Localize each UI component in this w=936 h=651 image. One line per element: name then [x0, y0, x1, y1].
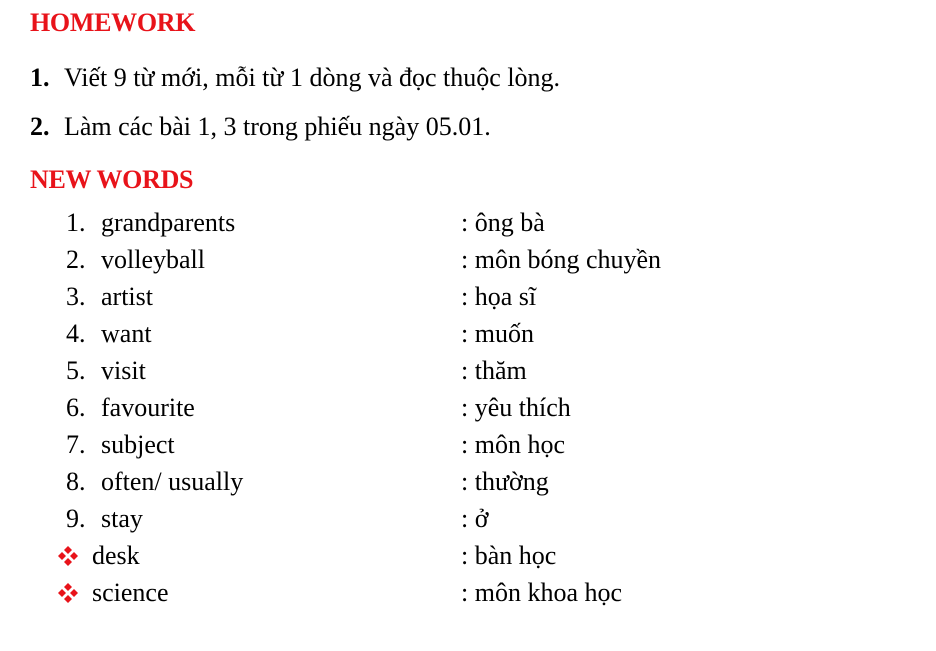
vocab-word: subject — [101, 430, 175, 459]
vocab-word: want — [101, 319, 152, 348]
homework-heading: HOMEWORK — [30, 8, 196, 37]
vocab-number: 9. — [66, 504, 86, 533]
vocab-meaning: : bàn học — [461, 541, 557, 570]
vocab-word: favourite — [101, 393, 195, 422]
vocab-row-extra — [0, 539, 936, 573]
vocab-meaning: : thăm — [461, 356, 527, 385]
vocab-meaning: : môn học — [461, 430, 565, 459]
vocab-number: 2. — [66, 245, 86, 274]
vocab-meaning: : môn khoa học — [461, 578, 623, 607]
vocab-number: 5. — [66, 356, 86, 385]
vocab-number: 3. — [66, 282, 86, 311]
vocab-row — [0, 280, 936, 314]
homework-item-number: 2. — [30, 112, 50, 141]
vocab-number: 8. — [66, 467, 86, 496]
homework-item-text: Viết 9 từ mới, mỗi từ 1 dòng và đọc thuộc lòng. — [64, 63, 561, 92]
vocab-word: desk — [92, 541, 140, 570]
vocab-word: visit — [101, 356, 146, 385]
homework-item-number: 1. — [30, 63, 50, 92]
vocab-number: 6. — [66, 393, 86, 422]
vocab-word: grandparents — [101, 208, 236, 237]
vocab-row — [0, 206, 936, 240]
vocab-word: stay — [101, 504, 143, 533]
vocab-meaning: : ở — [461, 504, 489, 533]
homework-item-text: Làm các bài 1, 3 trong phiếu ngày 05.01. — [64, 112, 491, 141]
homework-item — [30, 112, 491, 142]
vocab-word: often/ usually — [101, 467, 244, 496]
vocab-meaning: : yêu thích — [461, 393, 571, 422]
vocab-row — [0, 428, 936, 462]
vocab-number: 4. — [66, 319, 86, 348]
diamond-bullet-icon — [57, 576, 81, 610]
vocab-number: 7. — [66, 430, 86, 459]
vocab-word: artist — [101, 282, 153, 311]
vocab-row — [0, 317, 936, 351]
vocab-meaning: : thường — [461, 467, 549, 496]
vocab-meaning: : ông bà — [461, 208, 545, 237]
vocab-meaning: : muốn — [461, 319, 534, 348]
vocab-word: science — [92, 578, 169, 607]
homework-item — [30, 63, 560, 93]
vocab-row — [0, 465, 936, 499]
vocab-row — [0, 502, 936, 536]
vocab-word: volleyball — [101, 245, 205, 274]
vocab-meaning: : họa sĩ — [461, 282, 537, 311]
vocab-row-extra — [0, 576, 936, 610]
diamond-bullet-icon — [57, 539, 81, 573]
vocab-row — [0, 243, 936, 277]
vocab-meaning: : môn bóng chuyền — [461, 245, 662, 274]
new-words-heading: NEW WORDS — [30, 165, 194, 194]
vocab-row — [0, 354, 936, 388]
vocab-number: 1. — [66, 208, 86, 237]
vocab-row — [0, 391, 936, 425]
